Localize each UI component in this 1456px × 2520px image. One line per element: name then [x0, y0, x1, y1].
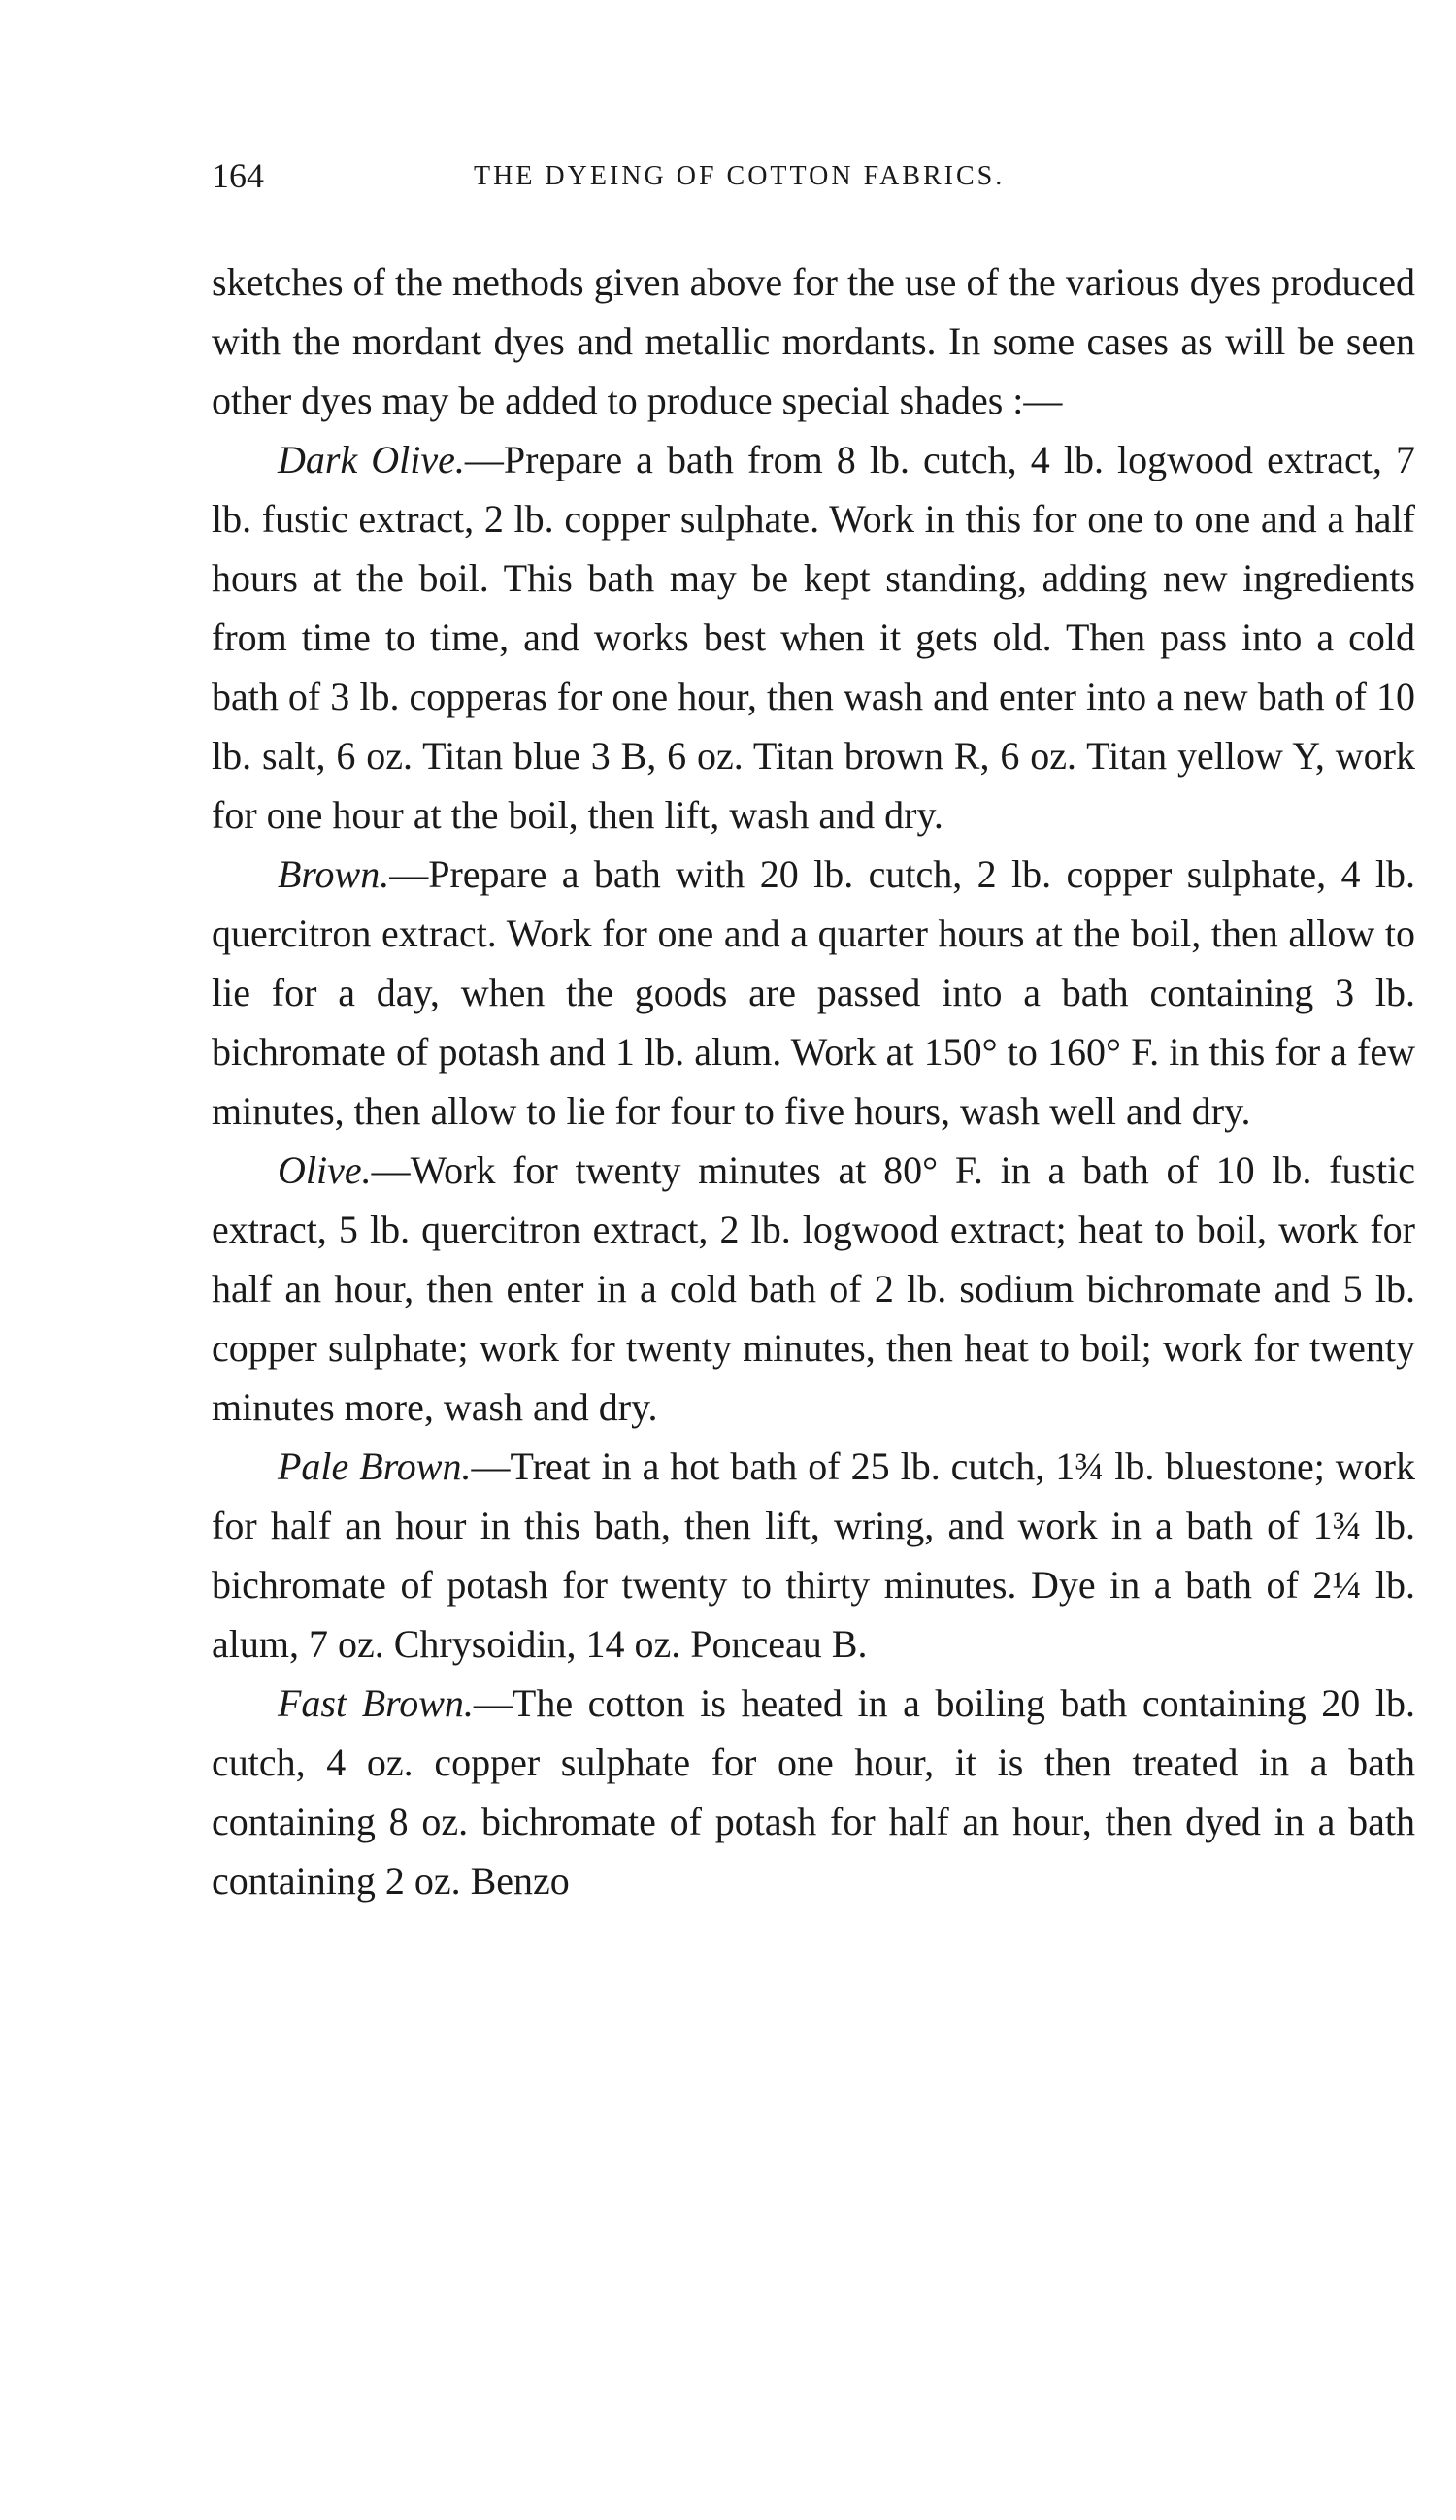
paragraph-text: —Work for twenty minutes at 80° F. in a bath of 10 lb. fustic extract, 5 lb. quercitron extract, 2 lb. logwood extract; heat to boil, work for half an hour, then enter in a cold bath of 2 lb. sodium bichromate and 5 lb. copper sulphate; work for twenty minutes, then heat to boil; work for twenty minutes more, wash and dry. — [212, 1148, 1415, 1429]
paragraph-text: —The cotton is heated in a boiling bath containing 20 lb. cutch, 4 oz. copper sulphate for one hour, it is then treated in a bath containing 8 oz. bichromate of potash for half an hour, then dyed in a bath containing 2 oz. Benzo — [212, 1681, 1416, 1903]
paragraph-fast-brown — [212, 1674, 1415, 1910]
paragraph-pale-brown — [212, 1437, 1415, 1674]
paragraph-text: —Prepare a bath with 20 lb. cutch, 2 lb. copper sulphate, 4 lb. quercitron extract. Work for one and a quarter hours at the boil, then allow to lie for a day, when the goods are passed into a bath containing 3 lb. bichromate of potash and 1 lb. alum. Work at 150° to 160° F. in this for a few minutes, then allow to lie for four to five hours, wash well and dry. — [212, 852, 1415, 1133]
body-text — [212, 252, 1415, 1910]
recipe-heading: Olive. — [278, 1148, 372, 1192]
paragraph-intro — [212, 252, 1415, 430]
running-head — [212, 155, 1415, 214]
paragraph-text: —Prepare a bath from 8 lb. cutch, 4 lb. logwood extract, 7 lb. fustic extract, 2 lb. copper sulphate. Work in this for one to one and a half hours at the boil. This bath may be kept standing, adding new ingredients from time to time, and works best when it gets old. Then pass into a cold bath of 3 lb. copperas for one hour, then wash and enter into a new bath of 10 lb. salt, 6 oz. Titan blue 3 B, 6 oz. Titan brown R, 6 oz. Titan yellow Y, work for one hour at the boil, then lift, wash and dry. — [212, 438, 1416, 837]
paragraph-brown — [212, 845, 1415, 1141]
paragraph-text: —Treat in a hot bath of 25 lb. cutch, 1¾ lb. bluestone; work for half an hour in this bath, then lift, wring, and work in a bath of 1¾ lb. bichromate of potash for twenty to thirty minutes. Dye in a bath of 2¼ lb. alum, 7 oz. Chrysoidin, 14 oz. Ponceau B. — [212, 1444, 1416, 1666]
running-title: THE DYEING OF COTTON FABRICS. — [474, 161, 1006, 191]
recipe-heading: Brown. — [278, 852, 390, 896]
page-number: 164 — [212, 156, 264, 195]
book-page — [212, 155, 1415, 1910]
recipe-heading: Fast Brown. — [278, 1681, 474, 1725]
paragraph-text: sketches of the methods given above for the use of the various dyes produced with the mordant dyes and metallic mordants. In some cases as will be seen other dyes may be added to produce special shades :— — [212, 260, 1415, 422]
recipe-heading: Dark Olive. — [278, 438, 465, 481]
paragraph-olive — [212, 1141, 1415, 1437]
recipe-heading: Pale Brown. — [278, 1444, 472, 1488]
paragraph-dark-olive — [212, 430, 1415, 845]
